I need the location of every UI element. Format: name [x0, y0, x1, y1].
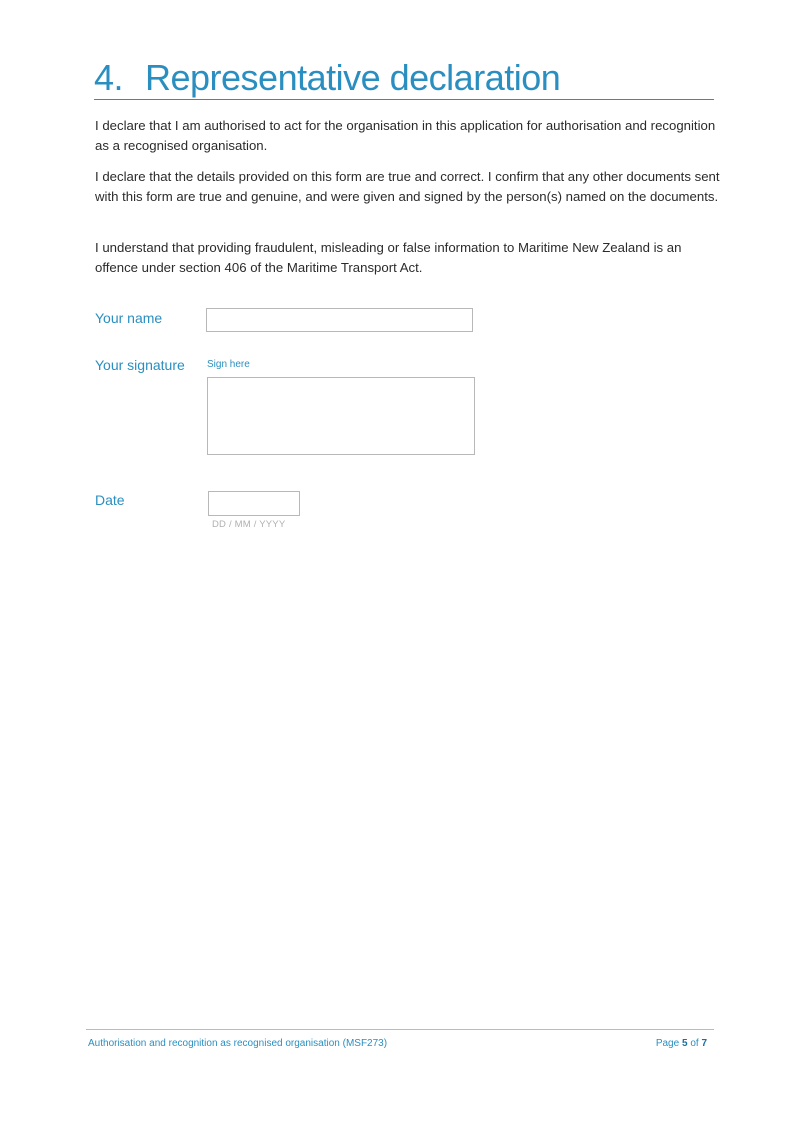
page-current: 5 [681, 1038, 688, 1049]
signature-label: Your signature [95, 357, 185, 373]
sign-here-hint: Sign here [207, 359, 250, 370]
declaration-paragraph-offence: I understand that providing fraudulent, misleading or false information to Maritime New Zealand is an offence under section 406 of the Maritime Transport Act. [95, 240, 682, 275]
page-title [94, 56, 560, 100]
date-input[interactable] [208, 491, 300, 516]
date-format-hint: DD / MM / YYYY [212, 519, 286, 530]
declaration-paragraph-details: I declare that the details provided on this form are true and correct. I confirm that any other documents sent with this form are true and genuine, and were given and signed by the person(s) named on the documents. [95, 169, 720, 204]
footer-form-title: Authorisation and recognition as recognised organisation (MSF273) [88, 1038, 388, 1049]
section-title: Representative declaration [145, 57, 561, 98]
name-label: Your name [95, 310, 163, 326]
footer-divider [86, 1029, 714, 1030]
page-of: of [690, 1038, 699, 1049]
declaration-paragraph-authorised: I declare that I am authorised to act for the organisation in this application for authorisation and recognition as a recognised organisation. [95, 118, 716, 153]
signature-box[interactable] [207, 377, 475, 455]
page-total: 7 [701, 1038, 707, 1049]
title-divider [94, 99, 714, 100]
page-number [656, 1038, 707, 1049]
page-prefix: Page [655, 1038, 680, 1049]
section-number: 4. [94, 57, 124, 98]
date-label: Date [95, 492, 125, 508]
name-input[interactable] [206, 308, 473, 332]
